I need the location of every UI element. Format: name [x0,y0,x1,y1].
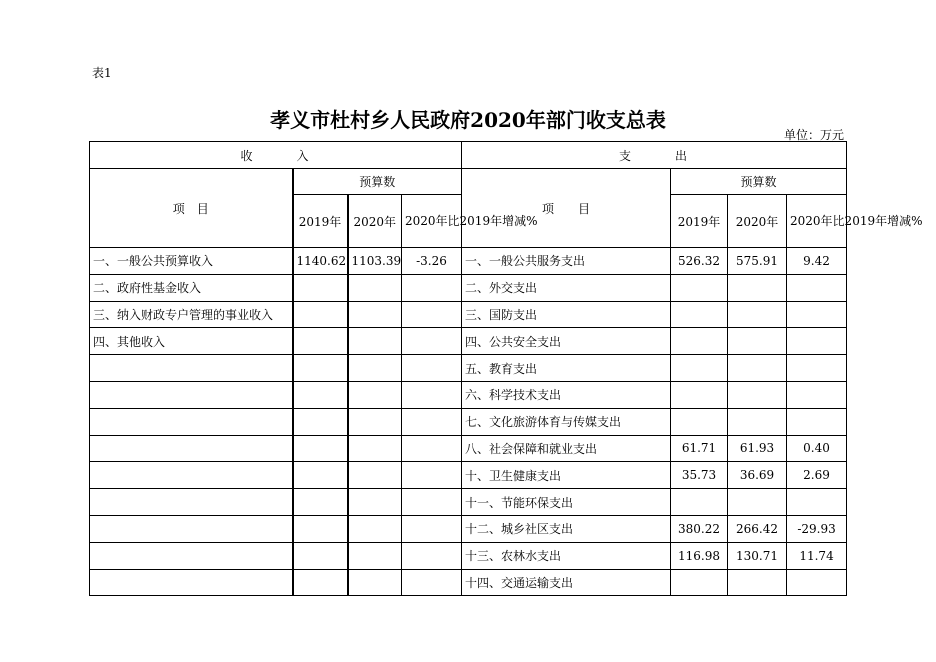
income-item-cell [90,435,293,462]
income-2020-header: 2020年 [348,195,402,248]
expense-2020-cell [728,355,787,382]
expense-item-cell: 一、一般公共服务支出 [462,248,671,275]
expense-2020-cell: 575.91 [728,248,787,275]
expense-item-cell: 十、卫生健康支出 [462,462,671,489]
income-item-cell: 三、纳入财政专户管理的事业收入 [90,301,293,328]
unit-label: 单位：万元 [783,128,844,142]
table-row [90,462,847,489]
income-2019-cell: 1140.62 [293,248,348,275]
income-change-cell [402,542,462,569]
income-item-cell [90,515,293,542]
income-2020-cell [348,569,402,596]
expense-2020-cell [728,381,787,408]
income-change-cell [402,381,462,408]
income-2019-cell [293,355,348,382]
income-2020-cell [348,381,402,408]
income-budget-header: 预算数 [293,169,462,195]
expense-item-cell: 十四、交通运输支出 [462,569,671,596]
table-row [90,569,847,596]
income-change-cell [402,435,462,462]
income-item-cell: 四、其他收入 [90,328,293,355]
expense-item-cell: 四、公共安全支出 [462,328,671,355]
table-row [90,435,847,462]
expense-change-cell [787,408,847,435]
income-item-cell [90,489,293,516]
income-change-cell [402,328,462,355]
expense-2019-cell: 116.98 [671,542,728,569]
expense-2020-cell: 130.71 [728,542,787,569]
expense-2019-cell [671,301,728,328]
expense-2020-cell [728,301,787,328]
expense-2019-cell [671,569,728,596]
income-2019-cell [293,435,348,462]
expense-item-cell: 六、科学技术支出 [462,381,671,408]
expense-2019-cell [671,381,728,408]
table-row [90,274,847,301]
expense-2019-cell [671,274,728,301]
expense-item-cell: 二、外交支出 [462,274,671,301]
income-change-cell [402,462,462,489]
expense-change-cell [787,381,847,408]
table-row [90,515,847,542]
expense-2019-cell: 61.71 [671,435,728,462]
expense-item-cell: 三、国防支出 [462,301,671,328]
income-item-cell: 一、一般公共预算收入 [90,248,293,275]
expense-2020-cell [728,274,787,301]
expense-item-cell: 八、社会保障和就业支出 [462,435,671,462]
table-row [90,328,847,355]
income-2019-cell [293,328,348,355]
expense-2020-cell: 266.42 [728,515,787,542]
income-change-cell [402,355,462,382]
income-2019-cell [293,515,348,542]
expense-2020-cell: 36.69 [728,462,787,489]
income-2020-cell [348,515,402,542]
income-2019-cell [293,408,348,435]
income-2019-header: 2019年 [293,195,348,248]
income-change-cell [402,274,462,301]
expense-budget-header: 预算数 [671,169,847,195]
income-change-cell [402,515,462,542]
expense-2020-cell [728,328,787,355]
income-2020-cell [348,328,402,355]
expense-item-cell: 十二、城乡社区支出 [462,515,671,542]
income-item-cell [90,355,293,382]
income-2019-cell [293,462,348,489]
expense-2019-cell [671,328,728,355]
income-2019-cell [293,301,348,328]
expense-2019-cell: 35.73 [671,462,728,489]
expense-item-cell: 十一、节能环保支出 [462,489,671,516]
table-row [90,301,847,328]
expense-2020-cell [728,489,787,516]
table-number-label: 表1 [92,66,112,80]
budget-table [89,141,923,596]
expense-2019-cell [671,355,728,382]
income-change-header: 2020年比2019年增减% [402,195,462,248]
expense-2019-cell: 380.22 [671,515,728,542]
income-item-cell [90,462,293,489]
income-2019-cell [293,569,348,596]
income-2020-cell [348,274,402,301]
section-header-row [90,142,847,169]
income-change-cell [402,569,462,596]
table-row [90,355,847,382]
income-change-cell [402,489,462,516]
expense-change-cell [787,328,847,355]
expense-change-cell: -29.93 [787,515,847,542]
expense-item-header: 项 目 [462,169,671,248]
income-item-cell [90,542,293,569]
income-2019-cell [293,542,348,569]
expense-item-cell: 五、教育支出 [462,355,671,382]
table-row [90,381,847,408]
income-2020-cell [348,542,402,569]
income-change-cell: -3.26 [402,248,462,275]
expense-2019-header: 2019年 [671,195,728,248]
expense-2019-cell [671,489,728,516]
income-2019-cell [293,274,348,301]
expense-change-cell: 11.74 [787,542,847,569]
expense-item-cell: 七、文化旅游体育与传媒支出 [462,408,671,435]
expense-change-cell [787,569,847,596]
expense-change-cell [787,489,847,516]
income-2020-cell [348,301,402,328]
income-2020-cell [348,408,402,435]
income-change-cell [402,408,462,435]
table-row [90,248,847,275]
income-2020-cell [348,489,402,516]
income-2019-cell [293,489,348,516]
income-2020-cell: 1103.39 [348,248,402,275]
expense-2019-cell: 526.32 [671,248,728,275]
income-item-header: 项 目 [90,169,293,248]
income-item-cell [90,381,293,408]
income-item-cell [90,569,293,596]
expense-2020-cell: 61.93 [728,435,787,462]
expense-change-cell: 0.40 [787,435,847,462]
expense-2019-cell [671,408,728,435]
expense-section-header: 支 出 [462,142,847,169]
income-2019-cell [293,381,348,408]
table-row [90,542,847,569]
table-row [90,408,847,435]
expense-2020-header: 2020年 [728,195,787,248]
income-item-cell [90,408,293,435]
expense-change-cell [787,301,847,328]
income-change-cell [402,301,462,328]
expense-change-cell [787,355,847,382]
expense-change-header: 2020年比2019年增减% [787,195,847,248]
expense-change-cell [787,274,847,301]
expense-change-cell: 9.42 [787,248,847,275]
table-row [90,489,847,516]
income-section-header: 收 入 [90,142,462,169]
income-2020-cell [348,355,402,382]
expense-2020-cell [728,569,787,596]
expense-item-cell: 十三、农林水支出 [462,542,671,569]
expense-change-cell: 2.69 [787,462,847,489]
income-2020-cell [348,435,402,462]
page-title: 孝义市杜村乡人民政府2020年部门收支总表 [270,108,666,132]
income-item-cell: 二、政府性基金收入 [90,274,293,301]
income-2020-cell [348,462,402,489]
budget-header-row [90,169,847,195]
expense-2020-cell [728,408,787,435]
